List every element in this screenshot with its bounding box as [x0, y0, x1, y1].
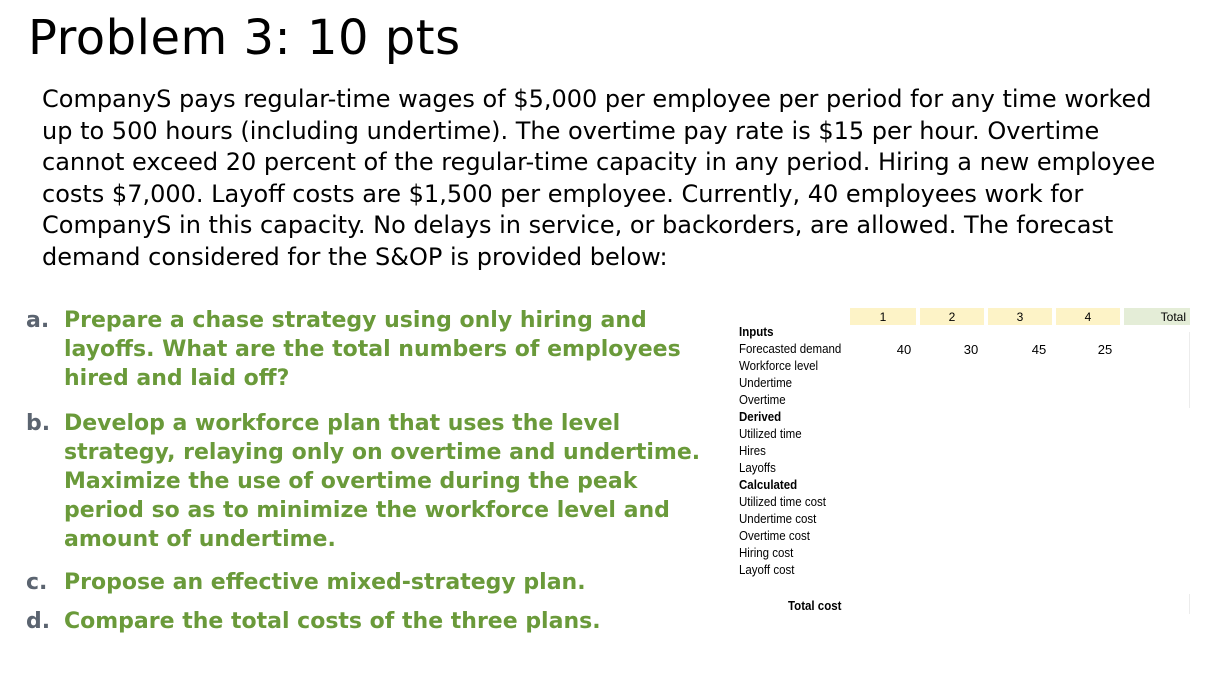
period-header-3: 3 — [988, 308, 1052, 325]
row-label-calculated: Calculated — [739, 478, 798, 492]
row-label-hires: Hires — [739, 444, 766, 458]
row-label-forecasted-demand: Forecasted demand — [739, 342, 842, 356]
sop-table — [736, 308, 1192, 614]
question-b — [26, 409, 716, 554]
question-c — [26, 568, 716, 597]
question-a — [26, 306, 716, 393]
period-header-2: 2 — [920, 308, 984, 325]
question-d — [26, 607, 716, 636]
table-border — [1189, 332, 1190, 408]
question-text: Compare the total costs of the three plans. — [64, 609, 601, 634]
question-text: Prepare a chase strategy using only hiring and layoffs. What are the total numbers of employees hired and laid off? — [64, 308, 681, 391]
page-title: Problem 3: 10 pts — [28, 10, 461, 66]
row-label-layoff-cost: Layoff cost — [739, 563, 795, 577]
question-marker: d. — [26, 609, 51, 634]
row-label-undertime-cost: Undertime cost — [739, 512, 817, 526]
row-label-inputs: Inputs — [739, 325, 774, 339]
demand-period-3: 45 — [1031, 342, 1047, 357]
question-text: Develop a workforce plan that uses the level strategy, relaying only on overtime and undertime. Maximize the use of overtime during the peak period so as to minimize the workforce level and amount of undertime. — [64, 411, 701, 552]
row-label-hiring-cost: Hiring cost — [739, 546, 794, 560]
period-header-1: 1 — [850, 308, 916, 325]
row-label-overtime: Overtime — [739, 393, 786, 407]
demand-period-4: 25 — [1097, 342, 1113, 357]
row-label-utilized-time: Utilized time — [739, 427, 802, 441]
row-label-total-cost: Total cost — [788, 599, 842, 613]
question-marker: c. — [26, 570, 48, 595]
table-border — [1189, 594, 1190, 614]
row-label-derived: Derived — [739, 410, 782, 424]
demand-period-2: 30 — [963, 342, 979, 357]
total-header: Total — [1124, 308, 1190, 325]
question-text: Propose an effective mixed-strategy plan. — [64, 570, 586, 595]
demand-period-1: 40 — [896, 342, 912, 357]
row-label-utilized-time-cost: Utilized time cost — [739, 495, 826, 509]
question-marker: b. — [26, 411, 51, 436]
question-list — [26, 306, 716, 636]
problem-statement: CompanyS pays regular-time wages of $5,000 per employee per period for any time worked up to 500 hours (including undertime). The overtime pay rate is $15 per hour. Overtime cannot exceed 20 percent of the regular-time capacity in any period. Hiring a new employee costs $7,000. Layoff costs are $1,500 per employee. Currently, 40 employees work for CompanyS in this capacity. No delays in service, or backorders, are allowed. The forecast demand considered for the S&OP is provided below: — [42, 85, 1156, 271]
row-label-overtime-cost: Overtime cost — [739, 529, 810, 543]
row-label-undertime: Undertime — [739, 376, 793, 390]
period-header-4: 4 — [1056, 308, 1120, 325]
row-label-workforce-level: Workforce level — [739, 359, 819, 373]
question-marker: a. — [26, 308, 50, 333]
row-label-layoffs: Layoffs — [739, 461, 776, 475]
